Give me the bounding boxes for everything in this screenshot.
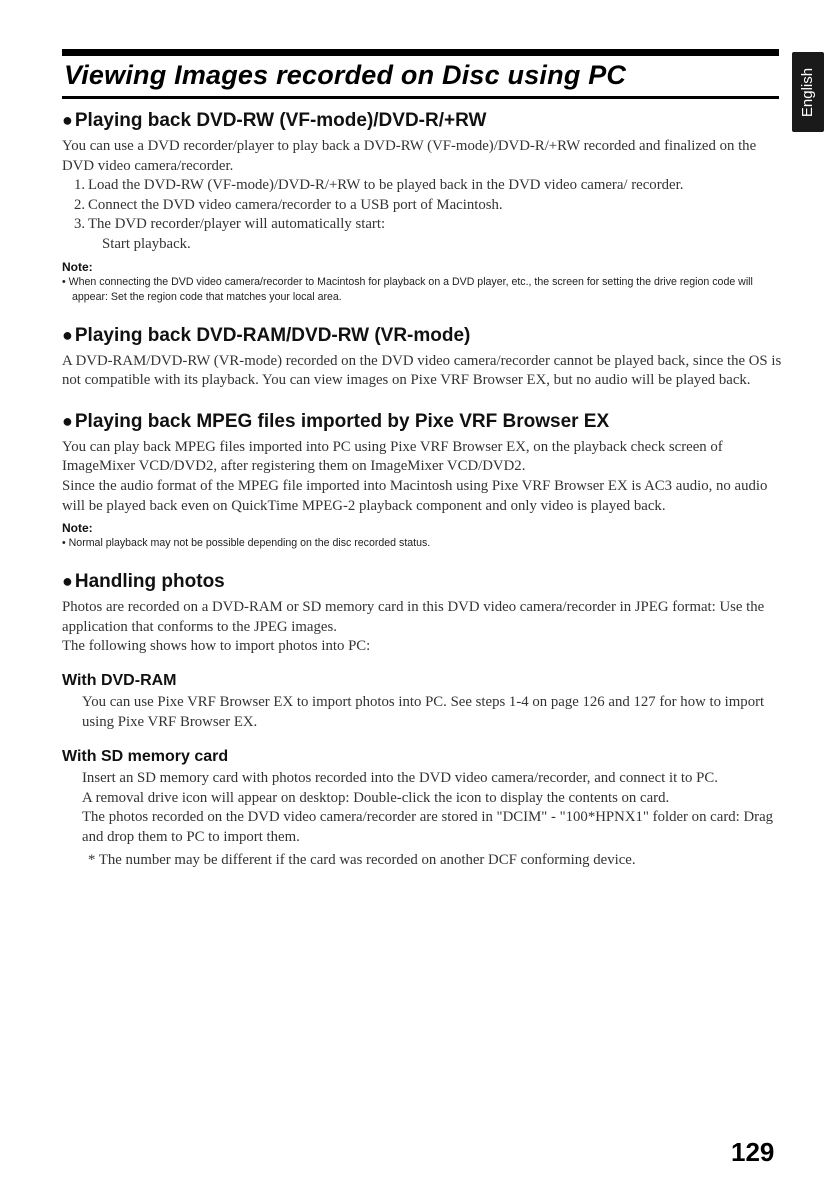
section-heading-text: Handling photos <box>74 571 225 593</box>
note-text: • When connecting the DVD video camera/recorder to Macintosh for playback on a DVD player, etc., the screen for setting the drive region code will appear: Set the region code that matches your local area. <box>62 275 753 303</box>
paragraph: A removal drive icon will appear on desktop: Double-click the icon to display the contents on card. <box>82 789 670 806</box>
paragraph: Insert an SD memory card with photos recorded into the DVD video camera/recorder, and connect it to PC. <box>82 770 718 787</box>
step-item <box>62 176 782 196</box>
language-tab-label: English <box>799 67 817 117</box>
section-heading-text: Playing back DVD-RAM/DVD-RW (VR-mode) <box>74 324 471 346</box>
page-title: Viewing Images recorded on Disc using PC <box>64 60 627 90</box>
step-text: Load the DVD-RW (VF-mode)/DVD-R/+RW to be played back in the DVD video camera/ recorder. <box>88 177 684 194</box>
bullet-icon: ● <box>62 571 73 592</box>
step-item <box>62 215 782 235</box>
paragraph: Since the audio format of the MPEG file imported into Macintosh using Pixe VRF Browser EX is AC3 audio, no audio will be played back even on QuickTime MPEG-2 playback component and only video is played back. <box>62 477 768 514</box>
top-rule <box>62 49 779 56</box>
section-heading <box>62 571 782 593</box>
section-heading <box>62 325 782 347</box>
subsection-heading-sd-card: With SD memory card <box>62 748 229 766</box>
section-heading-text: Playing back DVD-RW (VF-mode)/DVD-R/+RW <box>74 110 487 131</box>
paragraph: The following shows how to import photos into PC: <box>62 638 371 655</box>
section-playback-vf <box>62 110 782 305</box>
section-handling-photos <box>62 571 782 871</box>
step-list <box>62 176 782 235</box>
paragraph: The photos recorded on the DVD video camera/recorder are stored in "DCIM" - "100*HPNX1" folder on card: Drag and drop them to PC to import them. <box>82 809 774 845</box>
note-label: Note: <box>62 521 93 536</box>
footnote: * The number may be different if the card was recorded on another DCF conforming device. <box>88 852 636 869</box>
page-content <box>62 110 782 871</box>
step-number: 1. <box>74 177 86 194</box>
section-heading-text: Playing back MPEG files imported by Pixe VRF Browser EX <box>74 410 610 432</box>
step-number: 3. <box>74 216 86 233</box>
paragraph: You can play back MPEG files imported into PC using Pixe VRF Browser EX, on the playback check screen of ImageMixer VCD/DVD2, after registering them on ImageMixer VCD/DVD2. <box>62 438 723 475</box>
section-heading <box>62 110 782 132</box>
bullet-icon: ● <box>62 410 73 431</box>
step-text: The DVD recorder/player will automatically start: <box>88 216 386 233</box>
section-heading <box>62 411 782 433</box>
bullet-icon: ● <box>62 324 73 345</box>
note-label: Note: <box>62 259 93 274</box>
title-underline <box>62 96 779 99</box>
step-item <box>62 196 782 216</box>
step-text: Connect the DVD video camera/recorder to a USB port of Macintosh. <box>88 196 503 213</box>
bullet-icon: ● <box>62 110 73 130</box>
paragraph: You can use a DVD recorder/player to play back a DVD-RW (VF-mode)/DVD-R/+RW recorded and finalized on the DVD video camera/recorder. <box>62 138 757 174</box>
paragraph: A DVD-RAM/DVD-RW (VR-mode) recorded on the DVD video camera/recorder cannot be played back, since the OS is not compatible with its playback. You can view images on Pixe VRF Browser EX, but no audio will be played back. <box>62 352 782 389</box>
paragraph: Photos are recorded on a DVD-RAM or SD memory card in this DVD video camera/recorder in JPEG format: Use the application that conforms to the JPEG images. <box>62 599 765 635</box>
page-number: 129 <box>731 1137 775 1167</box>
step-continuation: Start playback. <box>102 235 191 252</box>
subsection-heading-dvd-ram: With DVD-RAM <box>62 671 177 689</box>
language-tab <box>792 52 824 132</box>
note-text: • Normal playback may not be possible depending on the disc recorded status. <box>62 537 431 550</box>
step-number: 2. <box>74 196 86 213</box>
section-playback-mpeg <box>62 411 782 551</box>
section-playback-vr <box>62 325 782 391</box>
paragraph: You can use Pixe VRF Browser EX to import photos into PC. See steps 1-4 on page 126 and 127 for how to import using Pixe VRF Browser EX. <box>82 693 765 730</box>
